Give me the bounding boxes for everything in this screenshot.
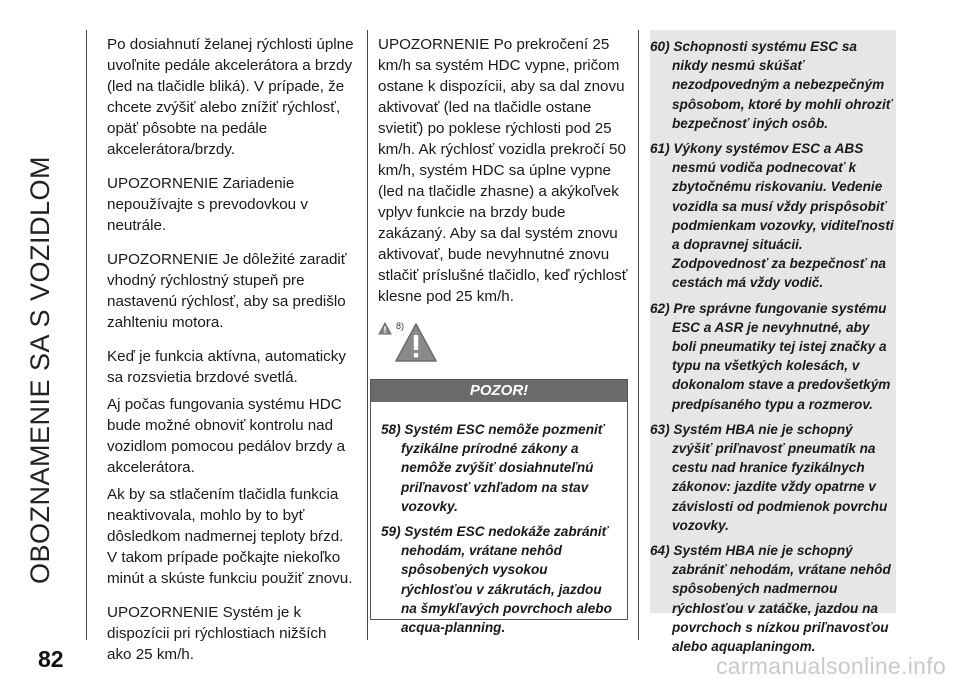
- paragraph: UPOZORNENIE Systém je k dispozícii pri rýchlostiach nižších ako 25 km/h.: [107, 604, 327, 663]
- safety-note: 62) Pre správne fungovanie systému ESC a ASR je nevyhnutné, aby boli pneumatiky tej istej značky a typu na všetkých kolesách, v dokonalom stave a predovšetkým predpísaného typu a rozmerov.: [650, 300, 891, 412]
- paragraph: UPOZORNENIE Po prekročení 25 km/h sa systém HDC vypne, pričom ostane k dispozícii, aby sa dal znovu aktivovať (led na tlačidle ostane svietiť) po poklese rýchlosti pod 25 km/h. Ak rýchlosť vozidla prekročí 50 km/h, systém HDC sa úplne vypne (led na tlačidle zhasne) a akýkoľvek vplyv funkcie na brzdy bude zakázaný. Aby sa dal systém znovu aktivovať, bude nevyhnutné znovu stlačiť príslušné tlačidlo, keď rýchlosť klesne pod 25 km/h.: [378, 36, 628, 305]
- watermark: carmanualsonline.info: [715, 653, 946, 679]
- paragraph: UPOZORNENIE Zariadenie nepoužívajte s prevodovkou v neutrále.: [107, 175, 308, 234]
- warning-title: POZOR!: [371, 380, 627, 402]
- warning-box: [370, 379, 628, 636]
- safety-note: 63) Systém HBA nie je schopný zvýšiť priľnavosť pneumatík na cestu nad hranice fyzikálnych zákonov: jazdite vždy opatrne v závislosti od podmienok povrchu vozovky.: [650, 421, 888, 533]
- warning-note: 58) Systém ESC nemôže pozmeniť fyzikálne prírodné zákony a nemôže zvýšiť dosiahnuteľnú priľnavosť vzhľadom na stav vozovky.: [381, 422, 605, 514]
- paragraph: Po dosiahnutí želanej rýchlosti úplne uvoľnite pedále akcelerátora a brzdy (led na tlačidle bliká). V prípade, že chcete zvýšiť alebo znížiť rýchlosť, opäť pôsobte na pedále akcelerátora/brzdy.: [107, 36, 354, 158]
- column-2: [378, 34, 628, 335]
- reference-label: 8): [396, 321, 405, 331]
- notes-panel: [650, 30, 896, 655]
- safety-note: 60) Schopnosti systému ESC sa nikdy nesmú skúšať nezodpovedným a nebezpečným spôsobom, ktoré by mohli ohroziť bezpečnosť iných osôb.: [650, 39, 893, 131]
- page-number: 82: [38, 646, 64, 672]
- paragraph: Aj počas fungovania systému HDC bude možné obnoviť kontrolu nad vozidlom pomocou pedálov brzdy a akcelerátora.: [107, 396, 346, 476]
- paragraph: UPOZORNENIE Je dôležité zaradiť vhodný rýchlostný stupeň pre nastavenú rýchlosť, aby sa predišlo zahlteniu motora.: [107, 251, 347, 331]
- paragraph: Keď je funkcia aktívna, automaticky sa rozsvietia brzdové svetlá.: [107, 348, 346, 386]
- column-divider-1: [367, 30, 368, 640]
- paragraph: Ak by sa stlačením tlačidla funkcia neaktivovala, mohlo by to byť dôsledkom nadmernej teploty bŕzd. V takom prípade počkajte niekoľko minút a skúste funkciu použiť znovu.: [107, 486, 353, 587]
- warning-notes: [371, 402, 627, 637]
- section-title-vertical: OBOZNAMENIE SA S VOZIDLOM: [24, 155, 55, 585]
- column-1: [107, 34, 355, 678]
- column-divider-2: [638, 30, 639, 640]
- warning-note: 59) Systém ESC nedokáže zabrániť nehodám, vrátane nehôd spôsobených vysokou rýchlosťou v zákrutách, jazdou na šmykľavých povrchoch alebo acqua-planning.: [381, 524, 612, 636]
- warning-triangle-icon: [394, 321, 438, 365]
- safety-note: 61) Výkony systémov ESC a ABS nesmú vodiča podnecovať k zbytočnému riskovaniu. Vedenie vozidla sa musí vždy prispôsobiť podmienkam vozovky, viditeľnosti a dopravnej situácii. Zodpovednosť za bezpečnosť na cestách má vždy vodič.: [650, 141, 894, 291]
- safety-note: 64) Systém HBA nie je schopný zabrániť nehodám, vrátane nehôd spôsobených nadmernou rýchlosťou v zatáčke, jazdou na povrchoch s nízkou priľnavosťou alebo aquaplaningom.: [650, 543, 891, 655]
- sidebar-divider: [86, 30, 87, 640]
- warning-triangle-icon: [378, 322, 392, 335]
